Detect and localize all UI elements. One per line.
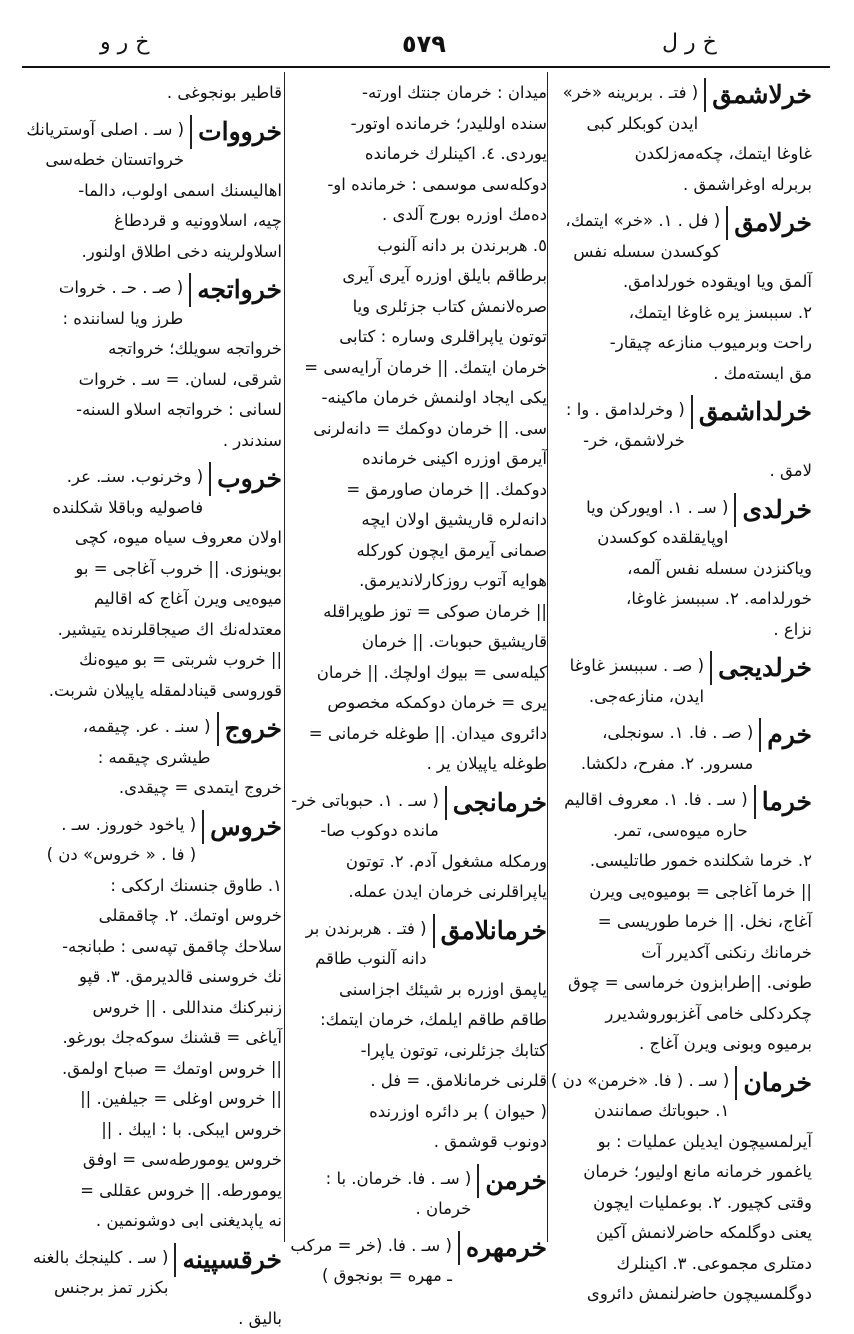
entry-text-line: ( فا . « خروس» دن ) [30,840,282,871]
dictionary-entry [560,651,812,712]
entry-text-line: بوینوزی. || خروب آغاجی = بو [30,554,282,585]
entry-text-line: ( سـ . فا. ۱. معروف اقالیم [560,785,812,816]
entry-headword: خرلاشمق [704,78,812,112]
dictionary-entry [295,914,547,1158]
column-right [560,78,812,1258]
column-divider [284,72,285,1242]
dictionary-entry [560,718,812,779]
column-divider [547,72,548,1242]
entry-text-line: خرلاشمق، خر- [560,426,812,457]
entry-headword: خرلامق [726,206,812,240]
entry-text-line: صمانی آیرمق ایچون کورکله [295,536,547,567]
entry-text-line: ( سـ . ( فا. «خرمن» دن ) [560,1066,812,1097]
entry-text-line: راحت وبرمیوب منازعه چیقار- [560,328,812,359]
entry-text-line: اسلاولرینه دخی اطلاق اولنور. [30,237,282,268]
entry-text-line: نك خروسنی قالدیرمق. ۳. قپو [30,962,282,993]
dictionary-entry [295,1164,547,1225]
entry-text-line: کیله‌سی = بیوك اولچك. || خرمان [295,658,547,689]
dictionary-entry [560,1066,812,1310]
entry-text-line: یاپراقلرنی خرمان ایدن عمله. [295,877,547,908]
entry-text-line: سی. || خرمان دوکمك = دانه‌لرنی [295,414,547,445]
entry-text-line: نزاع . [560,615,812,646]
entry-headword: خرقسپینه [174,1243,282,1277]
entry-headword: خرلداشمق [691,395,812,429]
entry-text-line: مانده دوکوب صا- [295,816,547,847]
entry-text-line: آیاغی = قشنك سوکه‌جك بورغو. [30,1023,282,1054]
entry-text-line: آغاج، نخل. || خرما طوریسی = [560,907,812,938]
entry-text-line: زنبرکنك منداللی . || خروس [30,993,282,1024]
entry-headword: خروب [209,462,282,496]
entry-headword: خرمان [735,1066,812,1100]
entry-text-line: ۱. حبوباتك صمانندن [560,1096,812,1127]
entry-text-line: یاغمور خرمانه مانع اولیور؛ خرمان [560,1157,812,1188]
entry-text-line: بکزر تمز برجنس [30,1273,282,1304]
entry-text-line: خروس ایبکی. با : ایبك . || [30,1115,282,1146]
entry-text-line: || خروب شربتی = بو میوه‌نك [30,645,282,676]
entry-text-line: دونوب قوشمق . [295,1127,547,1158]
entry-headword: خروس [202,810,282,844]
page-number: ٥٧٩ [402,30,446,58]
dictionary-entry [560,395,812,487]
dictionary-entry [560,785,812,1060]
entry-text-line: طوغله یاپیلان یر . [295,749,547,780]
entry-text-line: کتابك جزئلرنی، توتون یاپرا- [295,1036,547,1067]
entry-text-line: ( صـ . حـ . خروات [30,273,282,304]
entry-text-line: حاره میوه‌سی، تمر. [560,816,812,847]
entry-text-line: خرمان . [295,1194,547,1225]
entry-text-line: اهالیسنك اسمی اولوب، دالما- [30,176,282,207]
page-header [22,30,828,64]
entry-headword: خرلدی [734,493,812,527]
entry-text-line: خروس اوتمك. ۲. چاقمقلی [30,901,282,932]
dictionary-entry [30,1243,282,1334]
entry-text-line: ( فتـ . هربرندن بر [295,914,547,945]
entry-text-line: خرواتستان خطه‌سی [30,145,282,176]
entry-text-line: ( فتـ . بربرینه «خر» [560,78,812,109]
entry-headword: خروج [217,712,282,746]
entry-text-line: شرقی، لسان. = سـ . خروات [30,365,282,396]
dictionary-entry [30,78,282,109]
entry-text-line: دوگلمسیچون حاضرلنمش دائروی [560,1279,812,1310]
entry-text-line: معتدله‌نك اك صیجاقلرنده یتیشیر. [30,615,282,646]
entry-text-line: خورلدامه. ۲. سببسز غاوغا، [560,584,812,615]
entry-text-line: طونی. ||طرابزون خرماسی = چوق [560,968,812,999]
entry-text-line: ( وخرلدامق . وا : [560,395,812,426]
entry-text-line: قاریشیق حبوبات. || خرمان [295,627,547,658]
column-left [30,78,282,1258]
entry-text-line: خرواتجه سویلك؛ خرواتجه [30,334,282,365]
entry-text-line: ویاکنزدن سسله نفس آلمه، [560,554,812,585]
entry-text-line: ۱. طاوق جنسنك ارککی : [30,871,282,902]
entry-text-line: ( حیوان ) بر دائره اوزرنده [295,1097,547,1128]
entry-text-line: نه یاپدیغنی ابی دوشونمین . [30,1206,282,1237]
entry-text-line: قوروسی قینادلمقله یاپیلان شربت. [30,676,282,707]
entry-text-line: خروس یومورطه‌سی = اوفق [30,1145,282,1176]
entry-headword: خرمانجی [445,786,547,820]
entry-headword: خرووات [190,115,282,149]
dictionary-entry [560,78,812,200]
entry-text-line: ( یاخود خوروز. سـ . [30,810,282,841]
entry-text-line: طاقم طاقم ایلمك، خرمان ایتمك: [295,1005,547,1036]
entry-text-line: فاصولیه وباقلا شکلنده [30,493,282,524]
entry-text-line: سنده اوللیدر؛ خرمانده اوتور- [295,109,547,140]
entry-text-line: ده‌مك اوزره بورج آلدی . [295,200,547,231]
entry-headword: خرواتجه [189,273,282,307]
entry-headword: خرم [759,718,812,752]
dictionary-entry [30,712,282,804]
entry-text-line: ایدن، منازعه‌جی. [560,682,812,713]
header-rule [22,66,830,68]
entry-text-line: || خروس اوغلی = جیلفین. || [30,1084,282,1115]
entry-text-line: دائروی میدان. || طوغله خرمانی = [295,719,547,750]
entry-text-line: || خرما آغاجی = بومیوه‌یی ویرن [560,877,812,908]
column-middle [295,78,547,1258]
entry-text-line: وقتی کچیور. ۲. بوعملیات ایچون [560,1188,812,1219]
entry-text-line: دوکله‌سی موسمی : خرمانده او- [295,170,547,201]
entry-text-line: یری = خرمان دوکمکه مخصوص [295,688,547,719]
entry-text-line: ۲. خرما شکلنده خمور طاتلیسی. [560,846,812,877]
entry-text-line: ( سـ . اصلی آوستریانك [30,115,282,146]
entry-headword: خرلدیجی [710,651,812,685]
entry-text-line: اوپایقلقده کوکسدن [560,523,812,554]
entry-text-line: کوکسدن سسله نفس [560,237,812,268]
entry-text-line: ( سـ . فا. (خر = مرکب [295,1231,547,1262]
entry-text-line: برطاقم بایلق اوزره آیری آیری [295,261,547,292]
entry-text-line: مسرور. ۲. مفرح، دلکشا. [560,749,812,780]
entry-text-line: ( سـ . ۱. حبوباتی خر- [295,786,547,817]
entry-text-line: آیرلمسیچون ایدیلن عملیات : بو [560,1127,812,1158]
header-guide-word-right: خ ر ل [662,30,717,55]
dictionary-entry [30,273,282,456]
dictionary-entry [295,1231,547,1292]
entry-text-line: یوردی. ٤. اکینلرك خرمانده [295,139,547,170]
entry-text-line: میوه‌یی ویرن آغاج که اقالیم [30,584,282,615]
entry-text-line: دانه‌لره قاریشیق اولان ایچه [295,505,547,536]
entry-text-line: خرمان ایتمك. || خرمان آرایه‌سی = [295,353,547,384]
entry-text-line: خروج ایتمدی = چیقدی. [30,773,282,804]
entry-text-line: هوایه آتوب روزکارلاندیرمق. [295,566,547,597]
entry-text-line: ( صـ . سببسز غاوغا [560,651,812,682]
entry-text-line: یعنی دوگلمکه حاضرلانمش آکین [560,1218,812,1249]
entry-text-line: یاپمق اوزره بر شیئك اجزاسنی [295,975,547,1006]
entry-text-line: ورمکله مشغول آدم. ۲. توتون [295,847,547,878]
entry-text-line: قاطیر بونجوغی . [30,78,282,109]
entry-text-line: طیشری چیقمه : [30,743,282,774]
entry-text-line: میدان : خرمان جنتك اورته- [295,78,547,109]
entry-text-line: یومورطه. || خروس عقللی = [30,1176,282,1207]
entry-text-line: ۲. سببسز یره غاوغا ایتمك، [560,298,812,329]
entry-text-line: سلاحك چاقمق تپه‌سی : طبانجه- [30,932,282,963]
entry-text-line: ٥. هربرندن بر دانه آلنوب [295,231,547,262]
entry-text-line: مق ایسته‌مك . [560,359,812,390]
entry-text-line: غاوغا ایتمك، چکه‌مه‌زلکدن [560,139,812,170]
entry-text-line: برمیوه وبونی ویرن آغاج . [560,1029,812,1060]
entry-text-line: ( سـ . کلینجك بالغنه [30,1243,282,1274]
entry-text-line: ـ مهره = بونجوق ) [295,1261,547,1292]
dictionary-entry [295,786,547,908]
entry-text-line: چیه، اسلاوونیه و قردطاغ [30,206,282,237]
entry-text-line: صره‌لانمش کتاب جزئلری ویا [295,292,547,323]
header-guide-word-left: خ ر و [100,30,149,55]
entry-text-line: چکردکلی خامی آغزبوروشدیرر [560,999,812,1030]
entry-text-line: اولان معروف سیاه میوه، کچی [30,523,282,554]
entry-text-line: قلرنی خرمانلامق. = فل . [295,1066,547,1097]
entry-text-line: ( فل . ۱. «خر» ایتمك، [560,206,812,237]
entry-text-line: || خرمان صوکی = توز طوپراقله [295,597,547,628]
entry-text-line: یکی ایجاد اولنمش خرمان ماکینه- [295,383,547,414]
entry-text-line: ( صـ . فا. ۱. سونجلی، [560,718,812,749]
entry-text-line: ( سنـ . عر. چیقمه، [30,712,282,743]
entry-text-line: ایدن کوبکلر کبی [560,109,812,140]
entry-headword: خرمهره [458,1231,547,1265]
entry-text-line: دانه آلنوب طاقم [295,944,547,975]
entry-headword: خرما [754,785,812,819]
entry-text-line: سندندر . [30,426,282,457]
entry-text-line: دوکمك. || خرمان صاورمق = [295,475,547,506]
dictionary-entry [30,810,282,1237]
dictionary-entry [560,493,812,646]
entry-text-line: دمتلری مجموعی. ۳. اکینلرك [560,1249,812,1280]
entry-text-line: طرز ویا لساننده : [30,304,282,335]
entry-text-line: ( سـ . ۱. اویورکن ویا [560,493,812,524]
dictionary-entry [30,115,282,268]
entry-text-line: آیرمق اوزره اکینی خرمانده [295,444,547,475]
dictionary-entry [30,462,282,706]
entry-text-line: بالیق . [30,1304,282,1334]
entry-text-line: لسانی : خرواتجه اسلاو السنه- [30,395,282,426]
entry-text-line: ( سـ . فا. خرمان. با : [295,1164,547,1195]
entry-text-line: خرمانك رنکنی آکدیرر آت [560,938,812,969]
dictionary-entry [295,78,547,780]
entry-text-line: آلمق ویا اویقوده خورلدامق. [560,267,812,298]
entry-text-line: بربرله اوغراشمق . [560,170,812,201]
entry-text-line: توتون یاپراقلری وساره : کتابی [295,322,547,353]
entry-text-line: || خروس اوتمك = صباح اولمق. [30,1054,282,1085]
entry-text-line: ( وخرنوب. سنـ. عر. [30,462,282,493]
dictionary-entry [560,206,812,389]
entry-text-line: لامق . [560,456,812,487]
entry-headword: خرمانلامق [433,914,547,948]
entry-headword: خرمن [477,1164,547,1198]
